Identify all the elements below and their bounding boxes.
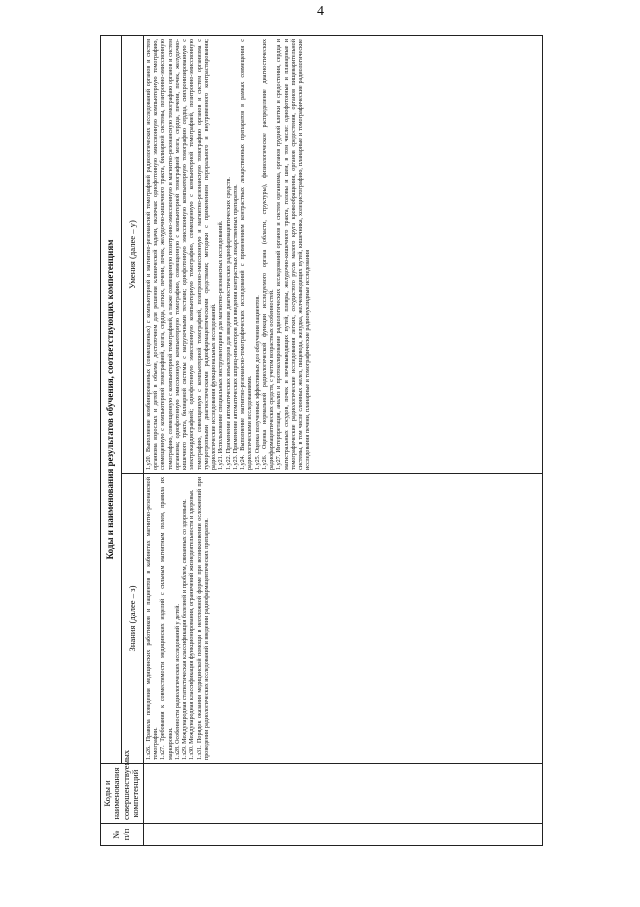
header-codes: Коды и наименования совершенствуемых компетенций (101, 764, 144, 824)
knowledge-item: 1.з27. Требования к совместимости медицинских изделий с сильным магнитным полем, правила их маркировки. (160, 477, 174, 760)
header-knowledge: Знания (далее – з) (121, 474, 143, 764)
row-num-cell (143, 824, 542, 846)
page-number: 4 (317, 4, 324, 19)
knowledge-item: 1.з28. Особенности радиологических исследований у детей. (174, 603, 181, 760)
skill-item: 1.у23. Применение автоматических шприц-инъекторов для введения контрастных лекарственных препаратов. (232, 184, 239, 470)
rotated-table-wrapper (100, 35, 543, 846)
header-results-group: Коды и наименования результатов обучения, соответствующих компетенциям (101, 36, 122, 764)
header-num: № п/п (101, 824, 144, 846)
row-codes-cell (143, 764, 542, 824)
header-skills: Умения (далее – у) (121, 36, 143, 474)
table-row (143, 36, 542, 846)
skill-item: 1.у21. Использование специальных инструментариев для магнитно-резонансных исследований. (218, 220, 225, 470)
skill-item: 1.у27. Интерпретация, анализ и протоколирование радиологических исследований органов и систем организма, органов грудной клетки и средостения, сердца и магистральных сосудов, почек и мочевыводящих путей, плевры, желудочно-кишечного тракта, головы и шеи, в том числе: однофотонные и планарные и томографические радиологические исследования легких, сосудистого русла малого круга кровообращения, органов средостения, органов пищеварительной системы, в том числе слюнных желез, пищевода, желудка, желчевыводящих путей, кишечника, холецистографию, планарные и томографические радиологические исследования печени, планарные и томографические радионуклидные исследования (276, 39, 312, 470)
skills-cell (143, 36, 542, 474)
competency-table (100, 35, 543, 846)
knowledge-item: 1.з29. Международная статистическая классификация болезней и проблем, связанных со здоровьем. (182, 499, 189, 760)
skill-item: 1.у24. Выполнение магнитно-резонансно-томографических исследований с применением контрастных лекарственных препаратов в рамках совмещения с радиологическими исследованиями. (240, 39, 254, 470)
knowledge-item: 1.з31. Порядок оказания медицинской помощи в неотложной форме при возникновении осложнений при проведении радиологических исследований и введении радиофармацевтических препаратов. (196, 477, 210, 760)
knowledge-item: 1.з26. Правила поведения медицинских работников и пациентов в кабинетах магнитно-резонансной томографии. (145, 477, 160, 760)
skill-item: 1.у26. Оценка нормальной радиологической функции исследуемого органа (области, структуры), физиологическое распределение диагностических радиофармацевтических средств, с учетом возрастных особенностей. (261, 39, 276, 470)
knowledge-item: 1.з30. Международная классификация функционирования, ограничений жизнедеятельности и здоровья. (189, 489, 196, 760)
skill-item: 1.у25. Оценка полученных эффективных доз облучения пациентов. (254, 295, 261, 470)
knowledge-cell (143, 474, 542, 764)
skill-item: 1.у20. Выполнение комбинированных (совмещенных) с компьютерной и магнитно-резонансной томографией радиологических исследований органов и систем организма взрослых и детей в объеме, достаточном для решения клинической задачи, включая: однофотонную эмиссионную компьютерную томографию, совмещенную с компьютерной томографией, мозга, сердца, легких, печени, почек, желудочно-кишечного тракта, билиарной системы, позитронно-эмиссионную томографию, совмещенную с компьютерной томографией, а также совмещенную позитронно-эмиссионную и магнитно-резонансную томографию органов и систем организма; однофотонную эмиссионную компьютерную томографию, совмещенную с компьютерной томографией мозга, сердца, печени, почек, желудочно-кишечного тракта, билиарной системы с нагрузочными тестами; однофотонную эмиссионную компьютерную томографию сердца, синхронизированную с электрокардиографией; однофотонную эмиссионную компьютерную томографию, совмещенную с компьютерной томографией, позитронно-эмиссионную томографию, совмещенную с компьютерной томографией, позитронно-эмиссионную и магнитно-резонансную томографию органов и систем организма с туморотропными диагностическими радиофармацевтическими средствами; методики с применением перорального и внутривенного контрастирования; радиологические исследования функциональных исследований. (145, 39, 218, 470)
skill-item: 1.у22. Применение автоматических инъекторов для введения диагностических радиофармацевтических средств. (225, 177, 232, 470)
